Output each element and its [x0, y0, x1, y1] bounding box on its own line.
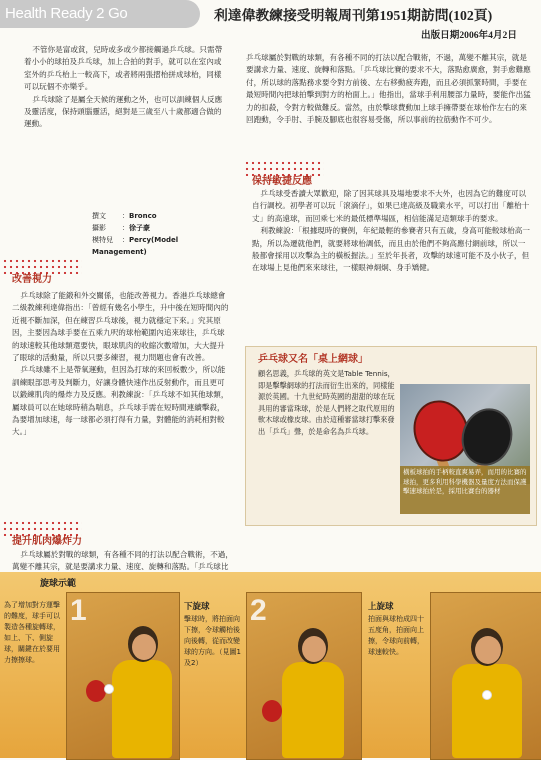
step-number-2: 2	[250, 594, 267, 627]
reflex-paragraph: 乒乓球受香讀大眾歡迎，除了因其球具及場地要求不大外，也因為它的難度可以自行調校。初學者可以玩「滾滴仔」，如果已達高級及職業水平，可以打出「離枱十丈」的高遠球，而回乘七米的最低標準場區，相信能滿足這類球手的要求。	[252, 189, 530, 223]
player-face	[302, 636, 326, 662]
sidebar-title: 乒乓球又名「桌上網球」	[258, 354, 368, 365]
credits	[92, 210, 232, 258]
paddle-icon	[262, 700, 282, 722]
brand-logo: Health Ready 2 Go	[5, 5, 128, 22]
publication-date: 出版日期2006年4月2日	[421, 30, 517, 41]
power-paragraph-cont: 乒乓球屬於對戰的球類，有各種不同的打法以配合戰術，不過，萬變不離其宗，就是要講求力量、速度、旋轉和落點。「乒乓球比賽的要求不大，落點愈廣愈，對手愈難應付，所以球的落點務求要令對方前後、左右移動疲奔跑，而且必須抓緊時間，手要在最短時間內把球拍擊到對方的枱面上。」他指出，當球手利用腰部力量時，要能作出猛力的扣殺，令對方較做難反。當然，由於擊球費動加上球手擁帶要在球枱作左右的來回跑動，令手肘、手腕及腳底也很容易受傷，所以事前的拉筋動作不可少。	[246, 53, 531, 125]
vision-paragraph: 乒乓球雖不上是帶氧運動，但因為打球的來回板數少，所以能訓練眼部思考及判斷力，好讓身體快速作出反射動作，而且更可以鍛練肌肉的爆炸力及反應。利教練說：「乒乓球不如其他球類，屬球員可以在她球時稍為喘息，乒乓球手需在短時間連續擊殺，為要增加球速，每一球都必須打得有力量，對體能的消耗相對較大。」	[12, 365, 229, 437]
credit-writer: 撰文 ：Bronco	[92, 212, 157, 220]
section-heading-power: 提升肌肉爆炸力	[12, 536, 82, 547]
player-face	[132, 634, 156, 660]
topspin-text: 拍面與球枱成四十五度角，拍面向上擦，令球向前轉，球速較快。	[368, 615, 424, 656]
vision-paragraph: 乒乓球除了能鍛和外交關係，也能改善視力。香港乒乓球總會二級教練利達偉指出：「曾經有幾名小學生，升中後在短時間內的近視不斷加深，但在練習乒乓球後，視力就穩定下來。」究其原因，主要因為球手要在五乘九呎的球枱範圍內追來球往，乒乓球的球速較其他球類還要快，眼球肌肉的收縮次數增加，大大提升了眼球的活動量，所以只要多練習，視力問題也會有改善。	[12, 291, 229, 363]
strip-label: 旋球示範	[40, 579, 77, 589]
section-vision-text	[12, 290, 230, 439]
intro-text	[24, 44, 224, 131]
ball-icon	[104, 684, 114, 694]
backspin-title: 下旋球	[184, 602, 210, 612]
player-torso	[282, 662, 344, 758]
credit-model: 模特兒 ：Percy(Model Management)	[92, 236, 179, 256]
photo-caption: 橫板球拍的手柄較直爽易弄，而用的比賽的球拍，更多利用科學機器及量度方法而保護擊速球拍於是，採用比賽台的器材	[400, 466, 530, 514]
topspin-title: 上旋球	[368, 602, 394, 612]
reflex-paragraph: 利教練說：「根據現時的賽例，年紀最輕的參賽者只有五歲，身高可能較球枱高一點，所以為遷就他們，就要將球枱調低，而且由於他們不夠高應付網前球，所以一般都會採用以攻擊為主的橫板握法。」至於年長者，攻擊的球速可能不及小伙子，但在球場上見他們來來球往，一樣眼神炯炯、身手矯健。	[252, 226, 530, 273]
section-reflex-text	[252, 188, 532, 275]
strip-intro: 為了增加對方運擊的難度，球手可以製造各種旋轉球，如上、下、側旋球，關鍵在於要用力擦擦球。	[4, 601, 60, 664]
power-paragraph: 乒乓球屬於對戰的球類，有各種不同的打法以配合戰術，不過，萬變不離其宗，就是要講求力量、速度、旋轉和落點。「乒乓球比	[12, 550, 233, 571]
paddle-icon	[86, 680, 106, 702]
step-number-1: 1	[70, 594, 87, 627]
ball-icon	[482, 690, 492, 700]
intro-paragraph: 乒乓球除了是屬全天候的運動之外，也可以訓練個人反應及靈活度，保持頭腦靈活，絕對是三歲至八十歲都適合做的運動。	[24, 94, 223, 129]
player-face	[475, 636, 501, 664]
player-torso	[112, 660, 172, 758]
credit-photographer: 攝影 ：徐子豪	[92, 224, 150, 232]
intro-paragraph: 不管你是富或貧，兒時或多或少都接觸過乒乓球。只需帶着小小的球拍及乒乓球，加上合拍的對手，就可以在室內或室外的乒乓枱上一較高下，或者將兩張摺枱拼成球枱，同樣可以玩個不亦樂乎。	[24, 45, 223, 92]
sidebar-body: 顧名思義，乒乓球的英文是Table Tennis，即是擊擊網球的打法而衍生出來的，同樣能源於英國。十九世紀時英國的甜甜的球在玩具用的審當珠球，於是人們將之取代原用的軟木球或橡皮球。由於這種審當球打擊來發出「乒乓」聲，於是命名為乒乓球。	[258, 369, 395, 436]
section-heading-vision: 改善視力	[12, 274, 52, 285]
section-power-text-a	[12, 549, 234, 571]
player-torso	[452, 664, 522, 758]
page-title: 利達偉教練接受明報周刊第1951期訪問(102頁)	[214, 8, 493, 23]
backspin-text: 擊球時，將拍面向下擦，令球觸枱後向後轉，從而改變球的方向。（見圖1及2）	[184, 615, 241, 667]
section-heading-reflex: 保持敏捷反應	[252, 176, 312, 187]
section-power-text-b	[246, 52, 532, 162]
